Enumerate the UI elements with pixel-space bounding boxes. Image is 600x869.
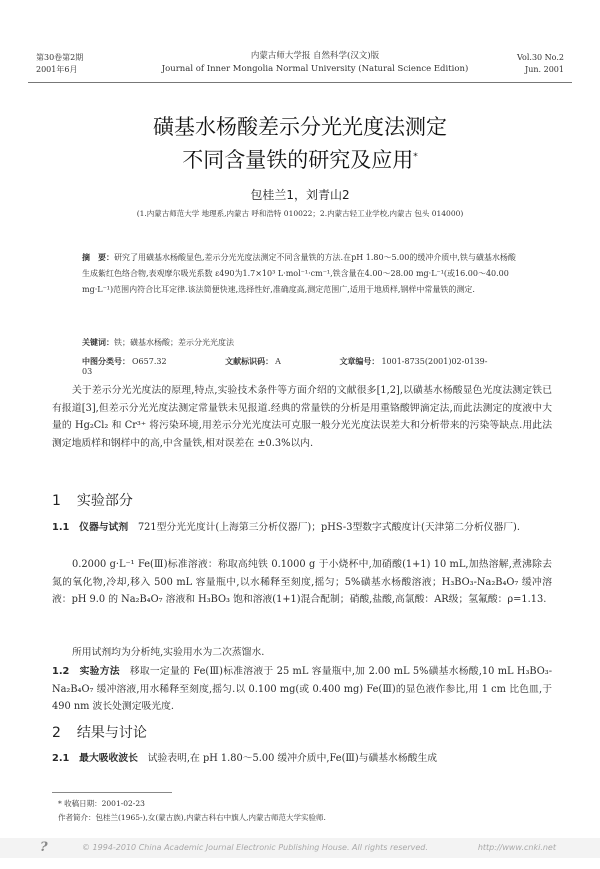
title-line-1: 磺基水杨酸差示分光光度法测定 bbox=[153, 115, 447, 139]
volume-en: Vol.30 No.2 bbox=[517, 53, 564, 62]
section-title: 结果与讨论 bbox=[76, 725, 147, 741]
running-header bbox=[28, 48, 572, 83]
subsection-text: 721型分光光度计(上海第三分析仪器厂)；pHS-3型数字式酸度计(天津第二分析仪器厂). bbox=[137, 522, 520, 533]
publisher-link[interactable]: http://www.cnki.net bbox=[477, 843, 556, 852]
footnote-divider bbox=[52, 792, 172, 793]
issue-info-en bbox=[517, 52, 564, 76]
section-number: 2 bbox=[52, 725, 61, 741]
abstract-label: 摘 要： bbox=[82, 253, 114, 262]
doc-code-value: A bbox=[275, 357, 281, 366]
keywords bbox=[82, 337, 520, 348]
subsection-label: 1.2 实验方法 bbox=[52, 666, 120, 677]
intro-paragraph: 关于差示分光光度法的原理,特点,实验技术条件等方面介绍的文献很多[1,2],以磺基水杨酸显色光度法测定铁已有报道[3],但差示分光光度法测定常量铁未见报道.经典的常量铁的分析是用重铬酸钾滴定法,而此法测定的度液中大量的 Hg₂Cl₂ 和 Cr³⁺ 将污染环境,用差示分光光度法可克服一般分光光度法误差大和分析带来的污染等缺点.用此法测定地质样和钢样中的高,中含量铁,相对误差在 ±0.3%以内. bbox=[52, 385, 552, 449]
doc-code-label: 文献标识码： bbox=[225, 357, 274, 366]
article-id-value: 1001-8735(2001)02-0139-03 bbox=[82, 357, 488, 376]
keywords-label: 关键词： bbox=[82, 338, 114, 347]
volume-cn: 第30卷第2期 bbox=[36, 53, 84, 62]
subsection-label: 1.1 仪器与试剂 bbox=[52, 522, 129, 533]
title-line-2: 不同含量铁的研究及应用 bbox=[182, 148, 414, 172]
date-en: Jun. 2001 bbox=[525, 65, 564, 74]
title-footnote-mark: * bbox=[413, 152, 418, 162]
journal-name-en: Journal of Inner Mongolia Normal University (Natural Science Edition) bbox=[161, 64, 469, 74]
journal-name bbox=[158, 50, 472, 76]
keywords-text: 铁；磺基水杨酸；差示分光光度法 bbox=[114, 338, 234, 347]
section-heading-2 bbox=[52, 722, 147, 742]
journal-name-cn: 内蒙古师大学报 自然科学(汉文)版 bbox=[250, 51, 380, 61]
section-title: 实验部分 bbox=[76, 493, 133, 509]
date-cn: 2001年6月 bbox=[36, 65, 78, 74]
received-date: * 收稿日期：2001-02-23 bbox=[58, 799, 145, 808]
subsection-label: 2.1 最大吸收波长 bbox=[52, 753, 138, 764]
authors: 包桂兰1，刘青山2 bbox=[250, 188, 350, 202]
copyright-notice: © 1994-2010 China Academic Journal Electronic Publishing House. All rights reserved. bbox=[82, 843, 428, 852]
publisher-footer bbox=[0, 838, 600, 858]
abstract bbox=[82, 250, 520, 298]
classification-line bbox=[82, 356, 542, 376]
reagent-note: 所用试剂均为分析纯,实验用水为二次蒸馏水. bbox=[72, 647, 265, 658]
clc-label: 中图分类号： bbox=[82, 357, 130, 366]
author-bio: 作者简介：包桂兰(1965-),女(蒙古族),内蒙古科右中旗人,内蒙古师范大学实验师. bbox=[58, 813, 326, 822]
subsection-2-1 bbox=[52, 750, 552, 768]
cnki-logo-icon: ? bbox=[40, 840, 48, 855]
clc-value: O657.32 bbox=[132, 357, 167, 366]
subsection-1-1 bbox=[52, 519, 552, 537]
paper-title bbox=[0, 112, 600, 175]
affiliation: (1.内蒙古师范大学 地理系,内蒙古 呼和浩特 010022；2.内蒙古轻工业学校,内蒙古 包头 014000) bbox=[136, 209, 464, 218]
subsection-text: 试验表明,在 pH 1.80～5.00 缓冲介质中,Fe(Ⅲ)与磺基水杨酸生成 bbox=[147, 753, 438, 764]
issue-info bbox=[36, 52, 83, 76]
abstract-text: 研究了用磺基水杨酸显色,差示分光光度法测定不同含量铁的方法.在pH 1.80～5.00的缓冲介质中,铁与磺基水杨酸生成紫红色络合物,表观摩尔吸光系数 ε490为1.7×10³ L·mol⁻¹·cm⁻¹,铁含量在4.00～28.00 mg·L⁻¹(或16.00～40.00 mg·L⁻¹)范围内符合比耳定律.该法简便快速,选择性好,准确度高,测定范围广,适用于地质样,钢样中常量铁的测定. bbox=[82, 253, 516, 294]
subsection-1-2 bbox=[52, 663, 552, 716]
footnotes bbox=[58, 797, 558, 825]
article-id-label: 文章编号： bbox=[339, 357, 380, 366]
reagent-paragraph: 0.2000 g·L⁻¹ Fe(Ⅲ)标准溶液：称取高纯铁 0.1000 g 于小烧杯中,加硝酸(1+1) 10 mL,加热溶解,煮沸除去氮的氧化物,冷却,移入 500 mL 容量瓶中,以水稀释至刻度,摇匀；5%磺基水杨酸溶液；H₃BO₃-Na₂B₄O₇ 缓冲溶液：pH 9.0 的 Na₂B₄O₇ 溶液和 H₃BO₃ 饱和溶液(1+1)混合配制；硝酸,盐酸,高氯酸：AR级；氢氟酸：ρ=1.13. bbox=[52, 559, 552, 606]
section-number: 1 bbox=[52, 493, 61, 509]
subsection-text: 移取一定量的 Fe(Ⅲ)标准溶液于 25 mL 容量瓶中,加 2.00 mL 5%磺基水杨酸,10 mL H₃BO₃-Na₂B₄O₇ 缓冲溶液,用水稀释至刻度,摇匀.以 0.100 mg(或 0.400 mg) Fe(Ⅲ)的显色液作参比,用 1 cm 比色皿,于 490 nm 波长处测定吸光度. bbox=[52, 666, 553, 713]
section-heading-1 bbox=[52, 490, 133, 510]
